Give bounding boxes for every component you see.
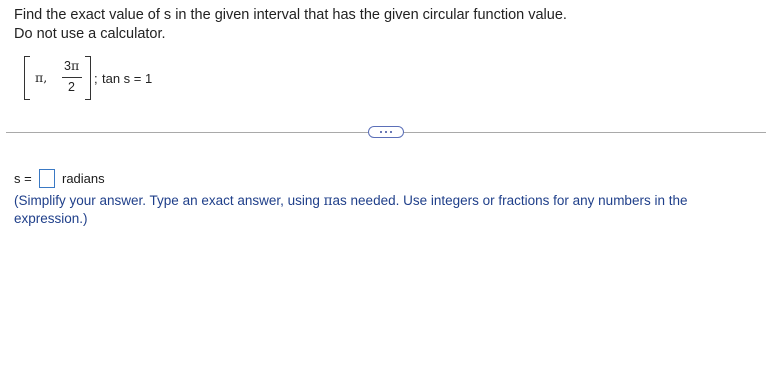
interval-right-bracket: [85, 56, 91, 100]
instruction-line-1: Find the exact value of s in the given interval that has the given circular function value.: [14, 7, 567, 23]
interval-start: π,: [35, 70, 48, 85]
answer-unit: radians: [62, 171, 105, 186]
hint-pi-symbol: π: [323, 193, 333, 209]
fraction-numerator: [64, 58, 79, 73]
fraction-bar: [62, 77, 82, 78]
answer-hint: [14, 192, 754, 228]
hint-text-end: as needed. Use integers or fractions for any numbers in the expression.): [14, 193, 688, 226]
interval-left-bracket: [24, 56, 30, 100]
function-condition: tan s = 1: [102, 71, 153, 86]
hint-text-start: (Simplify your answer. Type an exact answer, using: [14, 193, 324, 208]
ellipsis-icon: [380, 131, 383, 134]
instruction-line-2: Do not use a calculator.: [14, 26, 166, 42]
numerator-pi: π: [70, 58, 80, 73]
numerator-coefficient: 3: [64, 59, 71, 73]
ellipsis-icon: [385, 131, 388, 134]
problem-separator: ;: [94, 71, 98, 86]
fraction-denominator: 2: [68, 80, 75, 94]
more-options-button[interactable]: [368, 126, 404, 138]
answer-input[interactable]: [39, 169, 55, 188]
answer-variable-label: s =: [14, 171, 32, 186]
ellipsis-icon: [390, 131, 393, 134]
question-instructions: [14, 6, 567, 44]
